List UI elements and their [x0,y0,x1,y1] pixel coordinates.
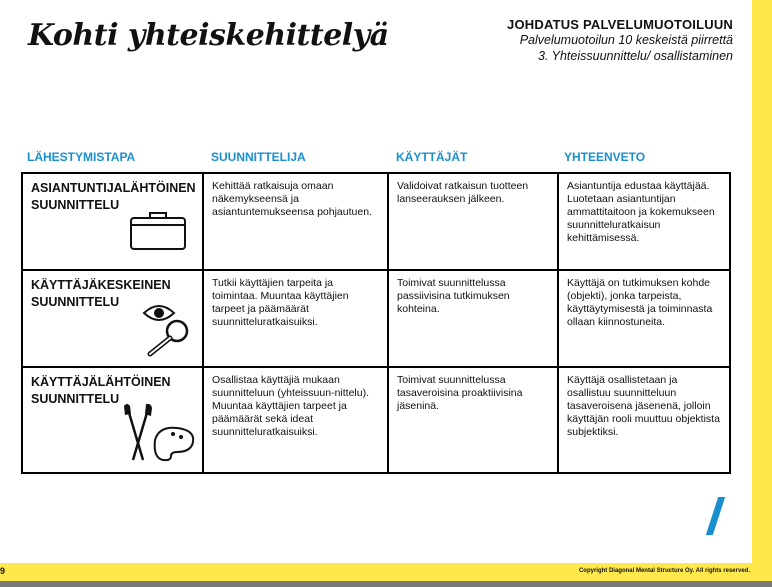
column-header-approach: LÄHESTYMISTAPA [27,150,136,164]
row-designer-cell: Tutkii käyttäjien tarpeita ja toimintaa. Muuntaa käyttäjien tarpeet ja päämäärät suunnitteluratkaisuiksi. [203,270,388,367]
row-approach-cell [22,367,203,473]
row-users-cell: Toimivat suunnittelussa passiivisina tutkimuksen kohteina. [388,270,558,367]
row-users-cell: Toimivat suunnittelussa tasaveroisina proaktiivisina jäseninä. [388,367,558,473]
course-subtitle-2: 3. Yhteissuunnittelu/ osallistaminen [537,49,733,63]
paint-palette-icon [119,404,199,464]
row-approach-cell [22,270,203,367]
table-row [22,367,730,473]
column-header-summary: YHTEENVETO [564,150,646,164]
copyright-notice: Copyright Diagonal Mental Structure Oy. All rights reserved. [578,568,750,574]
table-row [22,173,730,270]
row-designer-cell: Kehittää ratkaisuja omaan näkemykseensä ja asiantuntemukseensa pohjautuen. [203,173,388,270]
column-header-users: KÄYTTÄJÄT [396,150,468,164]
column-header-designer: SUUNNITTELIJA [211,150,306,164]
row-designer-cell: Osallistaa käyttäjiä mukaan suunnitteluun (yhteissuun-nittelu). Muuntaa käyttäjien tarpeet ja päämäärät sekä ideat suunnitteluratkaisuiksi. [203,367,388,473]
accent-slash [706,497,725,535]
page-number: 9 [0,566,6,576]
row-summary-cell: Käyttäjä osallistetaan ja osallistuu suunnitteluun tasaveroisena jäsenenä, jolloin käyttäjän rooli muuttuu objektista subjektiksi. [558,367,730,473]
row-approach-label: KÄYTTÄJÄKESKEINEN SUUNNITTELU [31,278,171,309]
eye-magnifier-icon [141,299,197,357]
course-header [507,17,733,64]
row-approach-cell [22,173,203,270]
row-approach-label: KÄYTTÄJÄLÄHTÖINEN SUUNNITTELU [31,375,171,406]
table-row [22,270,730,367]
row-summary-cell: Asiantuntija edustaa käyttäjää. Luotetaan asiantuntijan ammattitaitoon ja kokemukseen suunnitteluratkaisun kehittämisessä. [558,173,730,270]
footer-edge [0,581,772,587]
comparison-table [21,172,729,472]
page-title: Kohti yhteiskehittelyä [28,18,389,53]
right-accent-strip [752,0,772,587]
row-summary-cell: Käyttäjä on tutkimuksen kohde (objekti), jonka tarpeista, käyttäytymisestä ja toiminnasta ollaan kiinnostuneita. [558,270,730,367]
row-approach-label: ASIANTUNTIJALÄHTÖINEN SUUNNITTELU [31,181,196,212]
course-title: JOHDATUS PALVELUMUOTOILUUN [507,17,733,32]
row-users-cell: Validoivat ratkaisun tuotteen lanseerauksen jälkeen. [388,173,558,270]
course-subtitle-1: Palvelumuotoilun 10 keskeistä piirrettä [519,33,733,47]
briefcase-icon [128,208,188,252]
